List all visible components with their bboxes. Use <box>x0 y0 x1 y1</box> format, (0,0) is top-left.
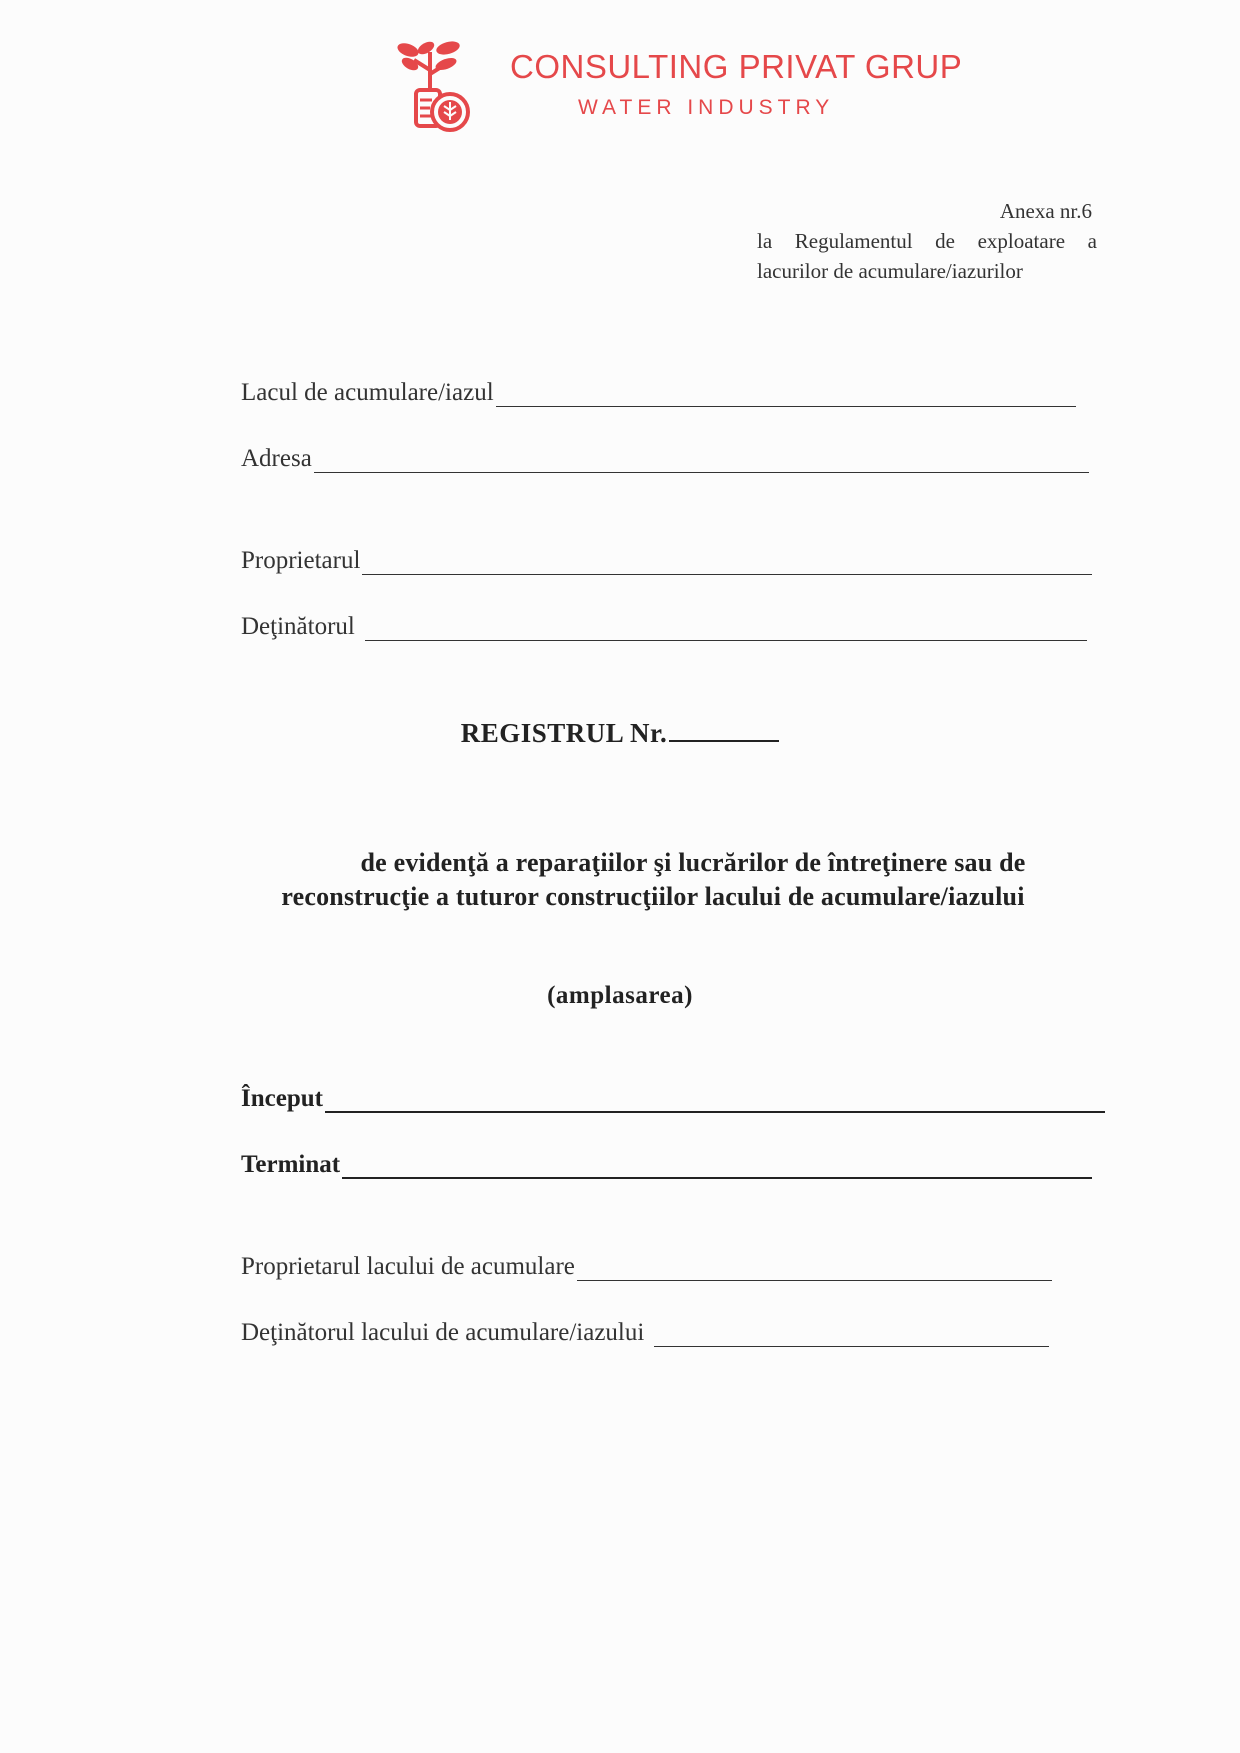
subtitle-line-2: reconstrucţie a tuturor construcţiilor lacului de acumulare/iazului <box>281 882 1025 911</box>
annex-line-3: lacurilor de acumulare/iazurilor <box>757 259 1023 283</box>
annex-word: de <box>935 229 955 253</box>
started-label: Început <box>241 1085 323 1112</box>
lake-blank-line[interactable] <box>496 378 1076 407</box>
address-field <box>241 444 1089 473</box>
company-name: CONSULTING PRIVAT GRUP <box>510 48 963 85</box>
owner-field <box>241 546 1092 575</box>
holder-signature-blank-line[interactable] <box>654 1318 1049 1347</box>
subtitle-line-1: de evidenţă a reparaţiilor şi lucrărilor de întreţinere sau de <box>360 848 1026 877</box>
holder-blank-line[interactable] <box>365 612 1087 641</box>
lake-field <box>241 378 1076 407</box>
annex-line-2 <box>757 226 1097 256</box>
owner-signature-field <box>241 1252 1052 1281</box>
register-number-blank[interactable] <box>669 716 779 742</box>
address-blank-line[interactable] <box>314 444 1089 473</box>
holder-signature-field <box>241 1318 1049 1347</box>
letterhead <box>390 40 963 140</box>
owner-signature-label: Proprietarul lacului de acumulare <box>241 1253 575 1280</box>
started-field <box>241 1083 1105 1113</box>
address-label: Adresa <box>241 445 312 472</box>
started-blank-line[interactable] <box>325 1083 1105 1113</box>
finished-field <box>241 1149 1092 1179</box>
holder-label: Deţinătorul <box>241 613 355 640</box>
location-caption: (amplasarea) <box>547 982 693 1009</box>
holder-field <box>241 612 1087 641</box>
annex-word: la <box>757 229 773 253</box>
lake-label: Lacul de acumulare/iazul <box>241 379 494 406</box>
plant-coin-logo-icon <box>390 40 480 135</box>
annex-word: a <box>1087 229 1097 253</box>
company-tagline: WATER INDUSTRY <box>578 96 835 119</box>
annex-word: exploatare <box>977 229 1066 253</box>
annex-number: Anexa nr.6 <box>999 199 1092 223</box>
owner-label: Proprietarul <box>241 547 361 574</box>
finished-blank-line[interactable] <box>342 1149 1092 1179</box>
register-title-text: REGISTRUL Nr. <box>460 718 668 748</box>
owner-signature-blank-line[interactable] <box>577 1252 1052 1281</box>
annex-word: Regulamentul <box>794 229 913 253</box>
annex-reference <box>757 196 1097 286</box>
register-title <box>0 716 1240 749</box>
holder-signature-label: Deţinătorul lacului de acumulare/iazului <box>241 1319 645 1346</box>
register-subtitle <box>243 846 1063 914</box>
finished-label: Terminat <box>241 1151 341 1178</box>
owner-blank-line[interactable] <box>362 546 1092 575</box>
